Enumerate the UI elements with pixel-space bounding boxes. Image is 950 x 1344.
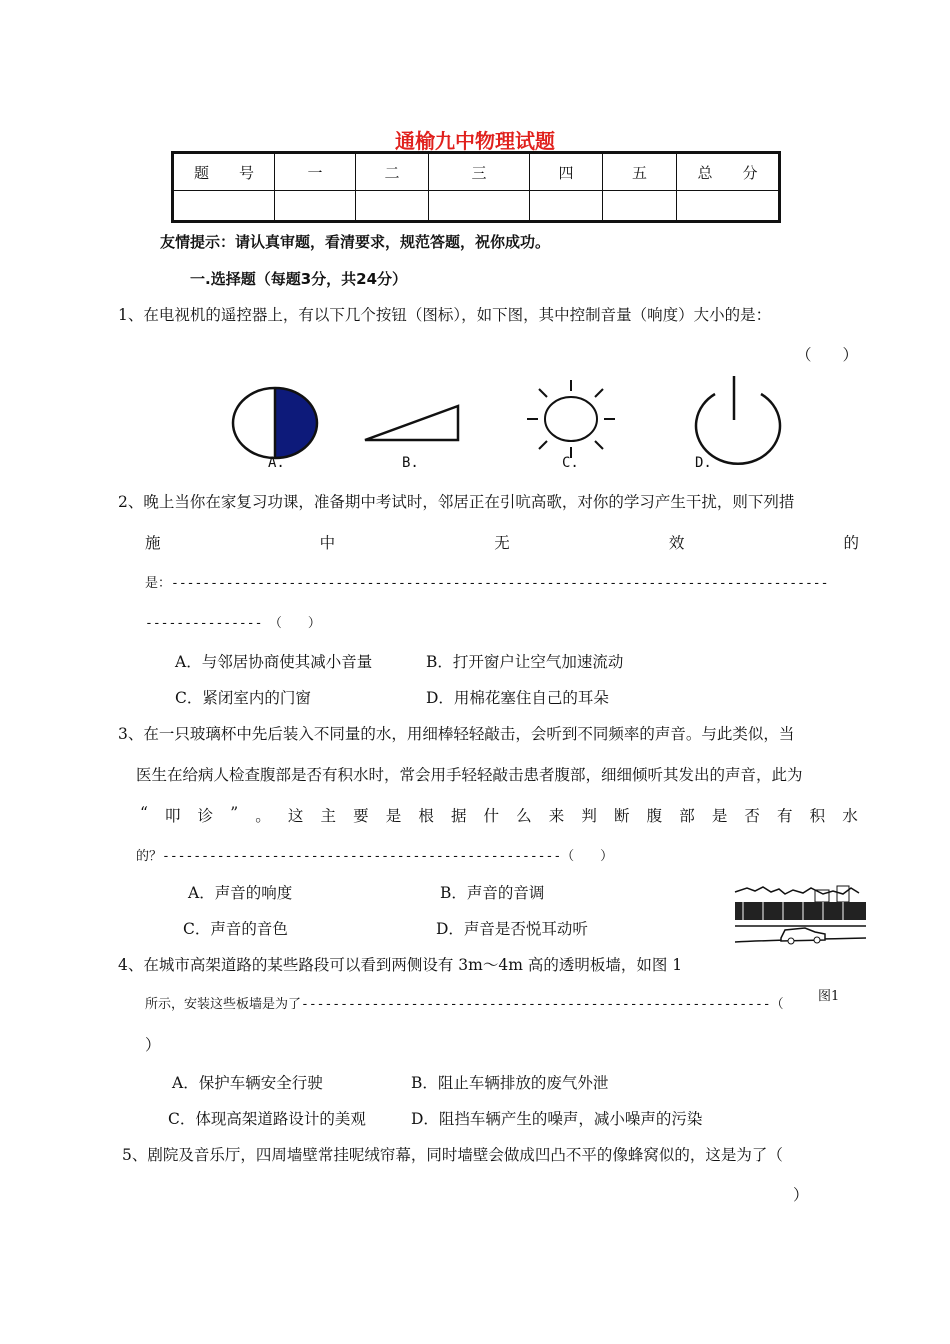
friendly-hint: 友情提示：请认真审题，看清要求，规范答题，祝你成功。 (160, 233, 551, 251)
question-5-text-2: ） (793, 1186, 809, 1204)
spread-char: ” (230, 804, 239, 822)
option-a: A．与邻居协商使其减小音量 (175, 653, 373, 671)
option-a: A．声音的响度 (188, 884, 293, 902)
question-3-text: 3、在一只玻璃杯中先后装入不同量的水，用细棒轻轻敲击，会听到不同频率的声音。与此类似，当 (118, 725, 795, 743)
score-cell[interactable] (275, 191, 356, 222)
option-c: C．紧闭室内的门窗 (175, 689, 311, 707)
spread-char: 是 (385, 807, 402, 825)
score-header-cell: 二 (356, 153, 429, 191)
spread-word: 效 (668, 534, 685, 552)
score-cell[interactable] (603, 191, 677, 222)
spread-char: 有 (777, 807, 793, 825)
section-heading: 一.选择题（每题3分，共24分） (190, 270, 408, 288)
spread-word: 施 (145, 534, 161, 552)
spread-char: 叩 (165, 807, 181, 825)
score-cell[interactable] (530, 191, 603, 222)
score-header-cell: 题 号 (173, 153, 275, 191)
question-3-spread-line (140, 804, 858, 826)
spread-char: 么 (516, 807, 532, 825)
score-cell[interactable] (677, 191, 780, 222)
option-d: D．用棉花塞住自己的耳朵 (426, 689, 609, 707)
option-b: B．打开窗户让空气加速流动 (426, 653, 624, 671)
figure-1-label: 图1 (818, 989, 840, 1004)
answer-paren: （ ） (796, 346, 859, 364)
question-3-text-4: 的？---------------------------------------------------（ ） (136, 849, 614, 864)
score-cell[interactable] (429, 191, 530, 222)
score-cell[interactable] (173, 191, 275, 222)
question-2-spread-line (145, 531, 859, 553)
question-2-dash-line-2: --------------- （ ） (145, 616, 321, 631)
spread-char: “ (140, 804, 148, 822)
question-3-text-2: 医生在给病人检查腹部是否有积水时，常会用手轻轻敲击患者腹部，细细倾听其发出的声音，此为 (136, 766, 803, 784)
option-label-b: B. (402, 455, 419, 471)
spread-word: 中 (319, 534, 336, 552)
ramp-triangle-icon (365, 406, 458, 440)
question-2-text: 2、晚上当你在家复习功课，准备期中考试时，邻居正在引吭高歌，对你的学习产生干扰，则下列措 (118, 493, 795, 511)
spread-char: 主 (320, 807, 337, 825)
spread-char: 。 (255, 807, 271, 825)
option-d: D．阻挡车辆产生的噪声，减小噪声的污染 (411, 1110, 703, 1128)
option-c: C．体现高架道路设计的美观 (168, 1110, 366, 1128)
spread-char: 腹 (646, 807, 663, 825)
question-4-text-3: ） (145, 1036, 161, 1054)
spread-char: 判 (581, 807, 597, 825)
spread-char: 否 (744, 807, 760, 825)
option-b: B．阻止车辆排放的废气外泄 (411, 1074, 609, 1092)
question-5-text: 5、剧院及音乐厅，四周墙壁常挂呢绒帘幕，同时墙壁会做成凹凸不平的像蜂窝似的，这是为了（ (122, 1146, 783, 1164)
spread-char: 根 (418, 807, 434, 825)
option-label-d: D. (695, 455, 712, 471)
option-b: B．声音的音调 (440, 884, 545, 902)
option-label-c: C. (562, 455, 579, 471)
spread-char: 是 (711, 807, 728, 825)
option-c: C．声音的音色 (183, 920, 288, 938)
score-header-cell: 四 (530, 153, 603, 191)
spread-char: 水 (842, 807, 858, 825)
option-label-a: A. (268, 455, 285, 471)
option-a: A．保护车辆安全行驶 (172, 1074, 323, 1092)
spread-char: 部 (679, 807, 695, 825)
spread-char: 诊 (197, 807, 214, 825)
question-2-dash-line: 是：------------------------------------------------------------------------------------ (145, 576, 829, 591)
score-table (171, 151, 781, 223)
score-header-cell: 一 (275, 153, 356, 191)
spread-char: 什 (483, 807, 500, 825)
question-4-text-2: 所示，安装这些板墙是为了------------------------------------------------------------（ (145, 997, 784, 1012)
option-d: D．声音是否悦耳动听 (436, 920, 588, 938)
sun-icon (527, 380, 615, 458)
score-header-cell: 三 (429, 153, 530, 191)
figure-1-road-barrier (733, 884, 868, 952)
spread-char: 据 (450, 807, 467, 825)
half-filled-circle-icon (233, 388, 317, 458)
score-cell[interactable] (356, 191, 429, 222)
score-header-cell: 五 (603, 153, 677, 191)
spread-char: 断 (613, 807, 630, 825)
spread-char: 来 (548, 807, 565, 825)
score-header-cell: 总 分 (677, 153, 780, 191)
spread-char: 这 (287, 807, 304, 825)
spread-word: 无 (494, 534, 510, 552)
power-icon (696, 376, 780, 464)
page-title: 通榆九中物理试题 (395, 129, 555, 153)
spread-char: 要 (353, 807, 369, 825)
spread-word: 的 (843, 534, 859, 552)
question-1-text: 1、在电视机的遥控器上，有以下几个按钮（图标），如下图，其中控制音量（响度）大小的是： (118, 306, 772, 324)
spread-char: 积 (809, 807, 826, 825)
question-4-text: 4、在城市高架道路的某些路段可以看到两侧设有 3m～4m 高的透明板墙，如图 1 (118, 956, 683, 974)
